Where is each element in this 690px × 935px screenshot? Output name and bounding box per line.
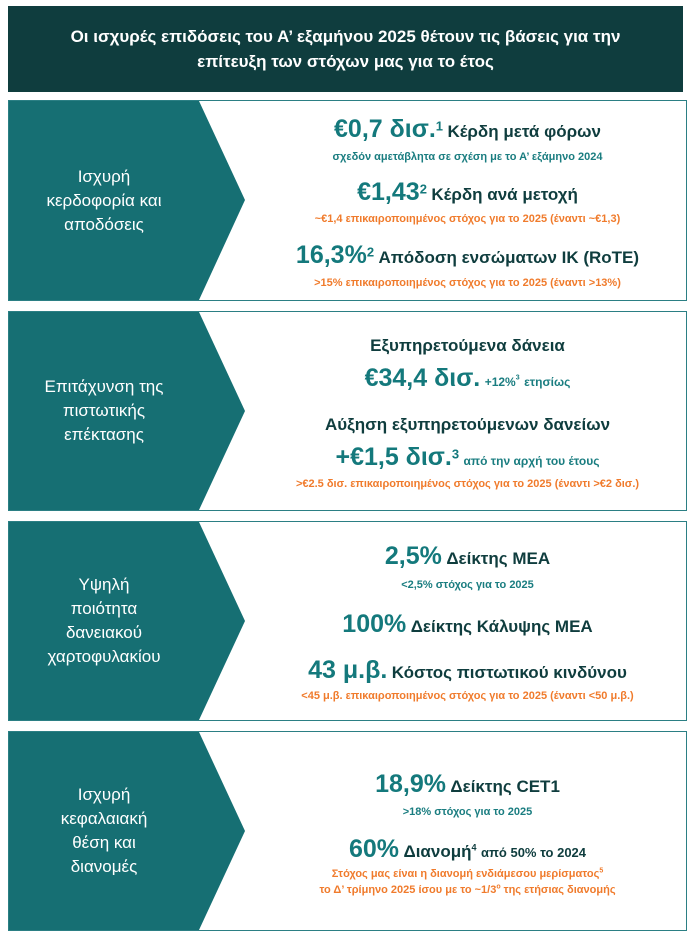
metric-text: Κέρδη μετά φόρων [447,122,601,141]
metric-sup: 3 [451,446,460,462]
metric-note: <2,5% στόχος για το 2025 [401,579,534,591]
metric-row [249,656,686,685]
metric-value: €1,43 [357,178,420,206]
metric-value: €0,7 δισ. [334,115,436,143]
note-sup: 5 [599,867,604,875]
metric-value: 60% [348,835,400,863]
metric-sup: 1 [435,118,444,134]
page-header [8,6,683,92]
metric-text: Δείκτης CET1 [450,777,560,796]
metric-note: >18% στόχος για το 2025 [402,806,533,818]
metric-note: <45 μ.β. επικαιροποιημένος στόχος για το 2025 (έναντι <50 μ.β.) [301,690,634,702]
panel-label-block [9,312,249,510]
panel-content [249,732,686,930]
header-title-line2: επίτευξη των στόχων μας για το έτος [197,52,494,71]
metric-text: Απόδοση ενσώματων ΙΚ (RoTE) [378,248,640,267]
metric-text: Κόστος πιστωτικού κινδύνου [391,663,627,682]
metric-sup: 3 [515,374,520,382]
metric-note [249,868,686,880]
metric-row [249,610,686,639]
metric-note: σχεδόν αμετάβλητα σε σχέση με το Α’ εξάμηνο 2024 [332,151,603,163]
metric-extra-text: ετησίως [524,375,571,389]
label-line: Ισχυρή [77,785,131,804]
metric-row [249,443,686,472]
metric-sup: 4 [471,842,477,853]
metric-note: ~€1,4 επικαιροποιημένος στόχος για το 2025 (έναντι ~€1,3) [314,213,621,225]
note-text: Στόχος μας είναι η διανομή ενδιάμεσου μερίσματος [331,868,600,880]
metric-row [249,364,686,393]
panel-loan-quality [8,521,687,721]
label-line: επέκτασης [64,425,144,444]
metric-row [249,835,686,864]
panel-content [249,522,686,720]
label-line: Ισχυρή [77,166,131,186]
metric-extra: +12% [484,375,516,389]
panel-capital [8,731,687,931]
panel-content [249,101,686,300]
header-title-line1: Οι ισχυρές επιδόσεις του Α’ εξαμήνου 2025 θέτουν τις βάσεις για την [70,27,621,46]
label-line: δανειακού [65,623,142,642]
metric-note: >€2.5 δισ. επικαιροποιημένος στόχος για το 2025 (έναντι >€2 δισ.) [295,478,640,490]
label-line: θέση και [72,833,136,852]
metric-extra-text: από την αρχή του έτους [463,454,600,468]
label-line: χαρτοφυλακίου [47,647,161,666]
label-line: πιστωτικής [62,401,146,420]
note-text: το Δ’ τρίμηνο 2025 ίσου με το ~1/3 [319,884,497,896]
metric-value: 43 μ.β. [308,656,388,684]
metric-row [249,542,686,571]
metric-value: +€1,5 δισ. [335,443,452,471]
panel-label [9,312,199,510]
metric-text: Δείκτης ΜΕΑ [446,549,551,568]
metric-extra-text: από 50% το 2024 [480,845,587,860]
label-line: Υψηλή [78,575,130,594]
panel-label [9,101,199,300]
note-text: της ετήσιας διανομής [500,884,616,896]
metric-value: 18,9% [375,770,446,798]
metric-title: Εξυπηρετούμενα δάνεια [370,336,565,355]
metric-row [249,770,686,799]
metric-row [249,115,686,144]
metric-row [249,178,686,207]
panel-label [9,522,199,720]
label-line: Επιτάχυνση της [44,377,164,396]
metric-note: >15% επικαιροποιημένος στόχος για το 2025 (έναντι >13%) [314,277,621,289]
metric-value: 100% [342,610,407,638]
metric-value: 16,3% [295,241,367,269]
metric-text: Κέρδη ανά μετοχή [431,185,578,204]
metric-row [249,241,686,270]
note-sup: ο [496,883,501,891]
panel-label-block [9,522,249,720]
metric-title: Αύξηση εξυπηρετούμενων δανείων [324,415,611,434]
metric-value: 2,5% [384,542,442,570]
panel-label [9,732,199,930]
panel-label-block [9,732,249,930]
panel-profitability [8,100,687,301]
panel-content [249,312,686,510]
metric-note [249,884,686,896]
metric-sup: 2 [366,244,375,260]
label-line: ποιότητα [70,599,138,618]
label-line: αποδόσεις [64,214,144,234]
metric-text: Διανομή [403,842,472,861]
metric-text: Δείκτης Κάλυψης ΜΕΑ [410,617,593,636]
label-line: κερδοφορία και [46,190,162,210]
label-line: κεφαλαιακή [60,809,148,828]
metric-value: €34,4 δισ. [364,364,481,392]
label-line: διανομές [70,857,138,876]
panel-label-block [9,101,249,300]
panel-credit-expansion [8,311,687,511]
metric-sup: 2 [419,181,427,197]
